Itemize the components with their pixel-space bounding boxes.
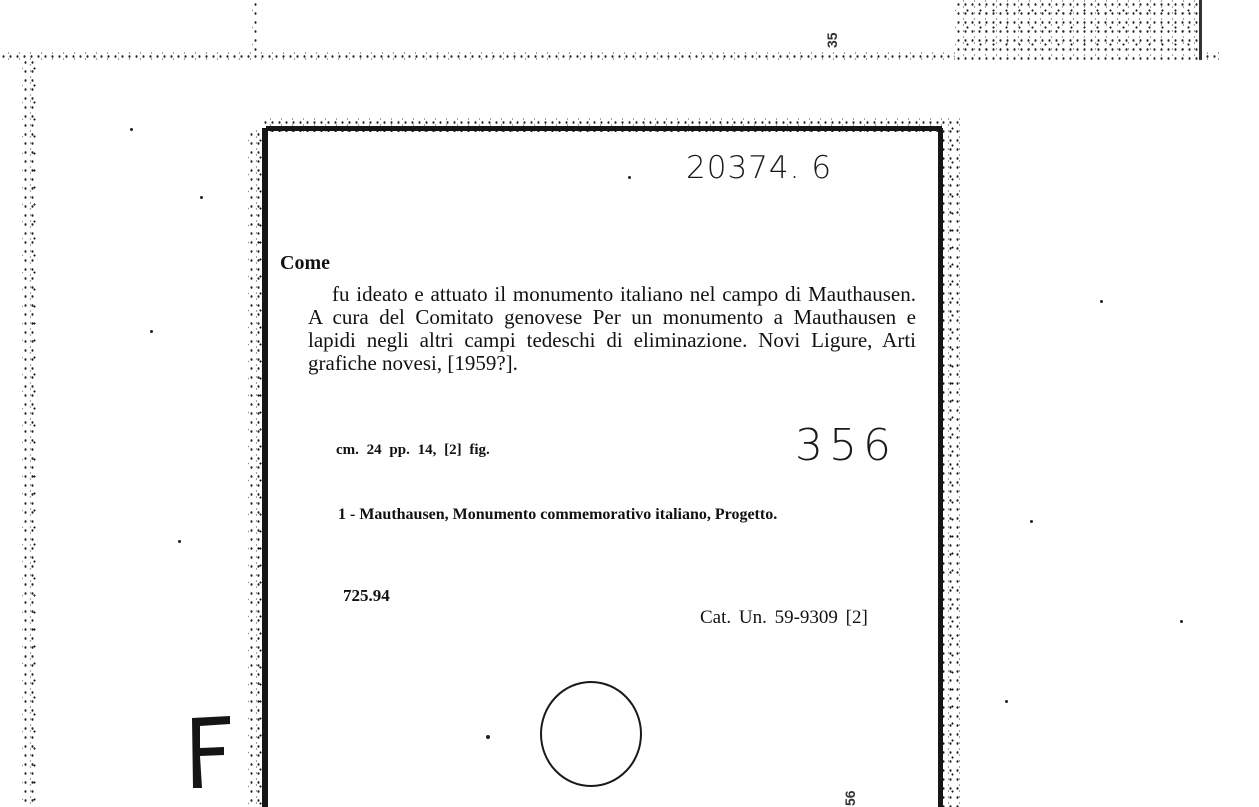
dust-speck [130,128,133,131]
classification-number: 725.94 [343,586,390,605]
letter-mark-F [182,710,234,790]
catalog-reference: Cat. Un. 59-9309 [2] [700,607,868,628]
edge-number-top: 35 [824,32,840,48]
dust-speck [1100,300,1103,303]
card-right-border [938,128,943,807]
subject-heading: 1 - Mauthausen, Monumento commemorativo italiano, Progetto. [338,506,778,523]
bibliographic-description: fu ideato e attuato il monumento italiano nel campo di Mauthausen. A cura del Comitato genovese Per un monumento a Mauthausen e lapidi negli altri campi tedeschi di eliminazione. Novi Ligure, Arti grafiche novesi, [1959?]. [308,282,916,375]
dust-speck [486,735,490,739]
dust-speck [628,176,631,179]
dust-speck [1005,700,1008,703]
dust-speck [150,330,153,333]
left-scan-border [22,58,36,807]
title-heading: Come [280,252,330,274]
dust-speck [178,540,181,543]
adjacent-card-edge [252,0,258,55]
handwritten-call-number: 20374. 6 [686,150,833,186]
dust-speck [200,196,203,199]
card-top-border [266,126,942,131]
adjacent-card-corner [955,0,1202,60]
card-punch-hole [540,681,642,787]
dust-speck [1030,520,1033,523]
physical-description: cm. 24 pp. 14, [2] fig. [336,442,490,458]
edge-number-bottom: 56 [842,790,858,806]
dust-speck [1180,620,1183,623]
card-right-shadow [940,118,962,807]
handwritten-page-number: 356 [795,420,897,471]
card-left-border [262,128,268,807]
